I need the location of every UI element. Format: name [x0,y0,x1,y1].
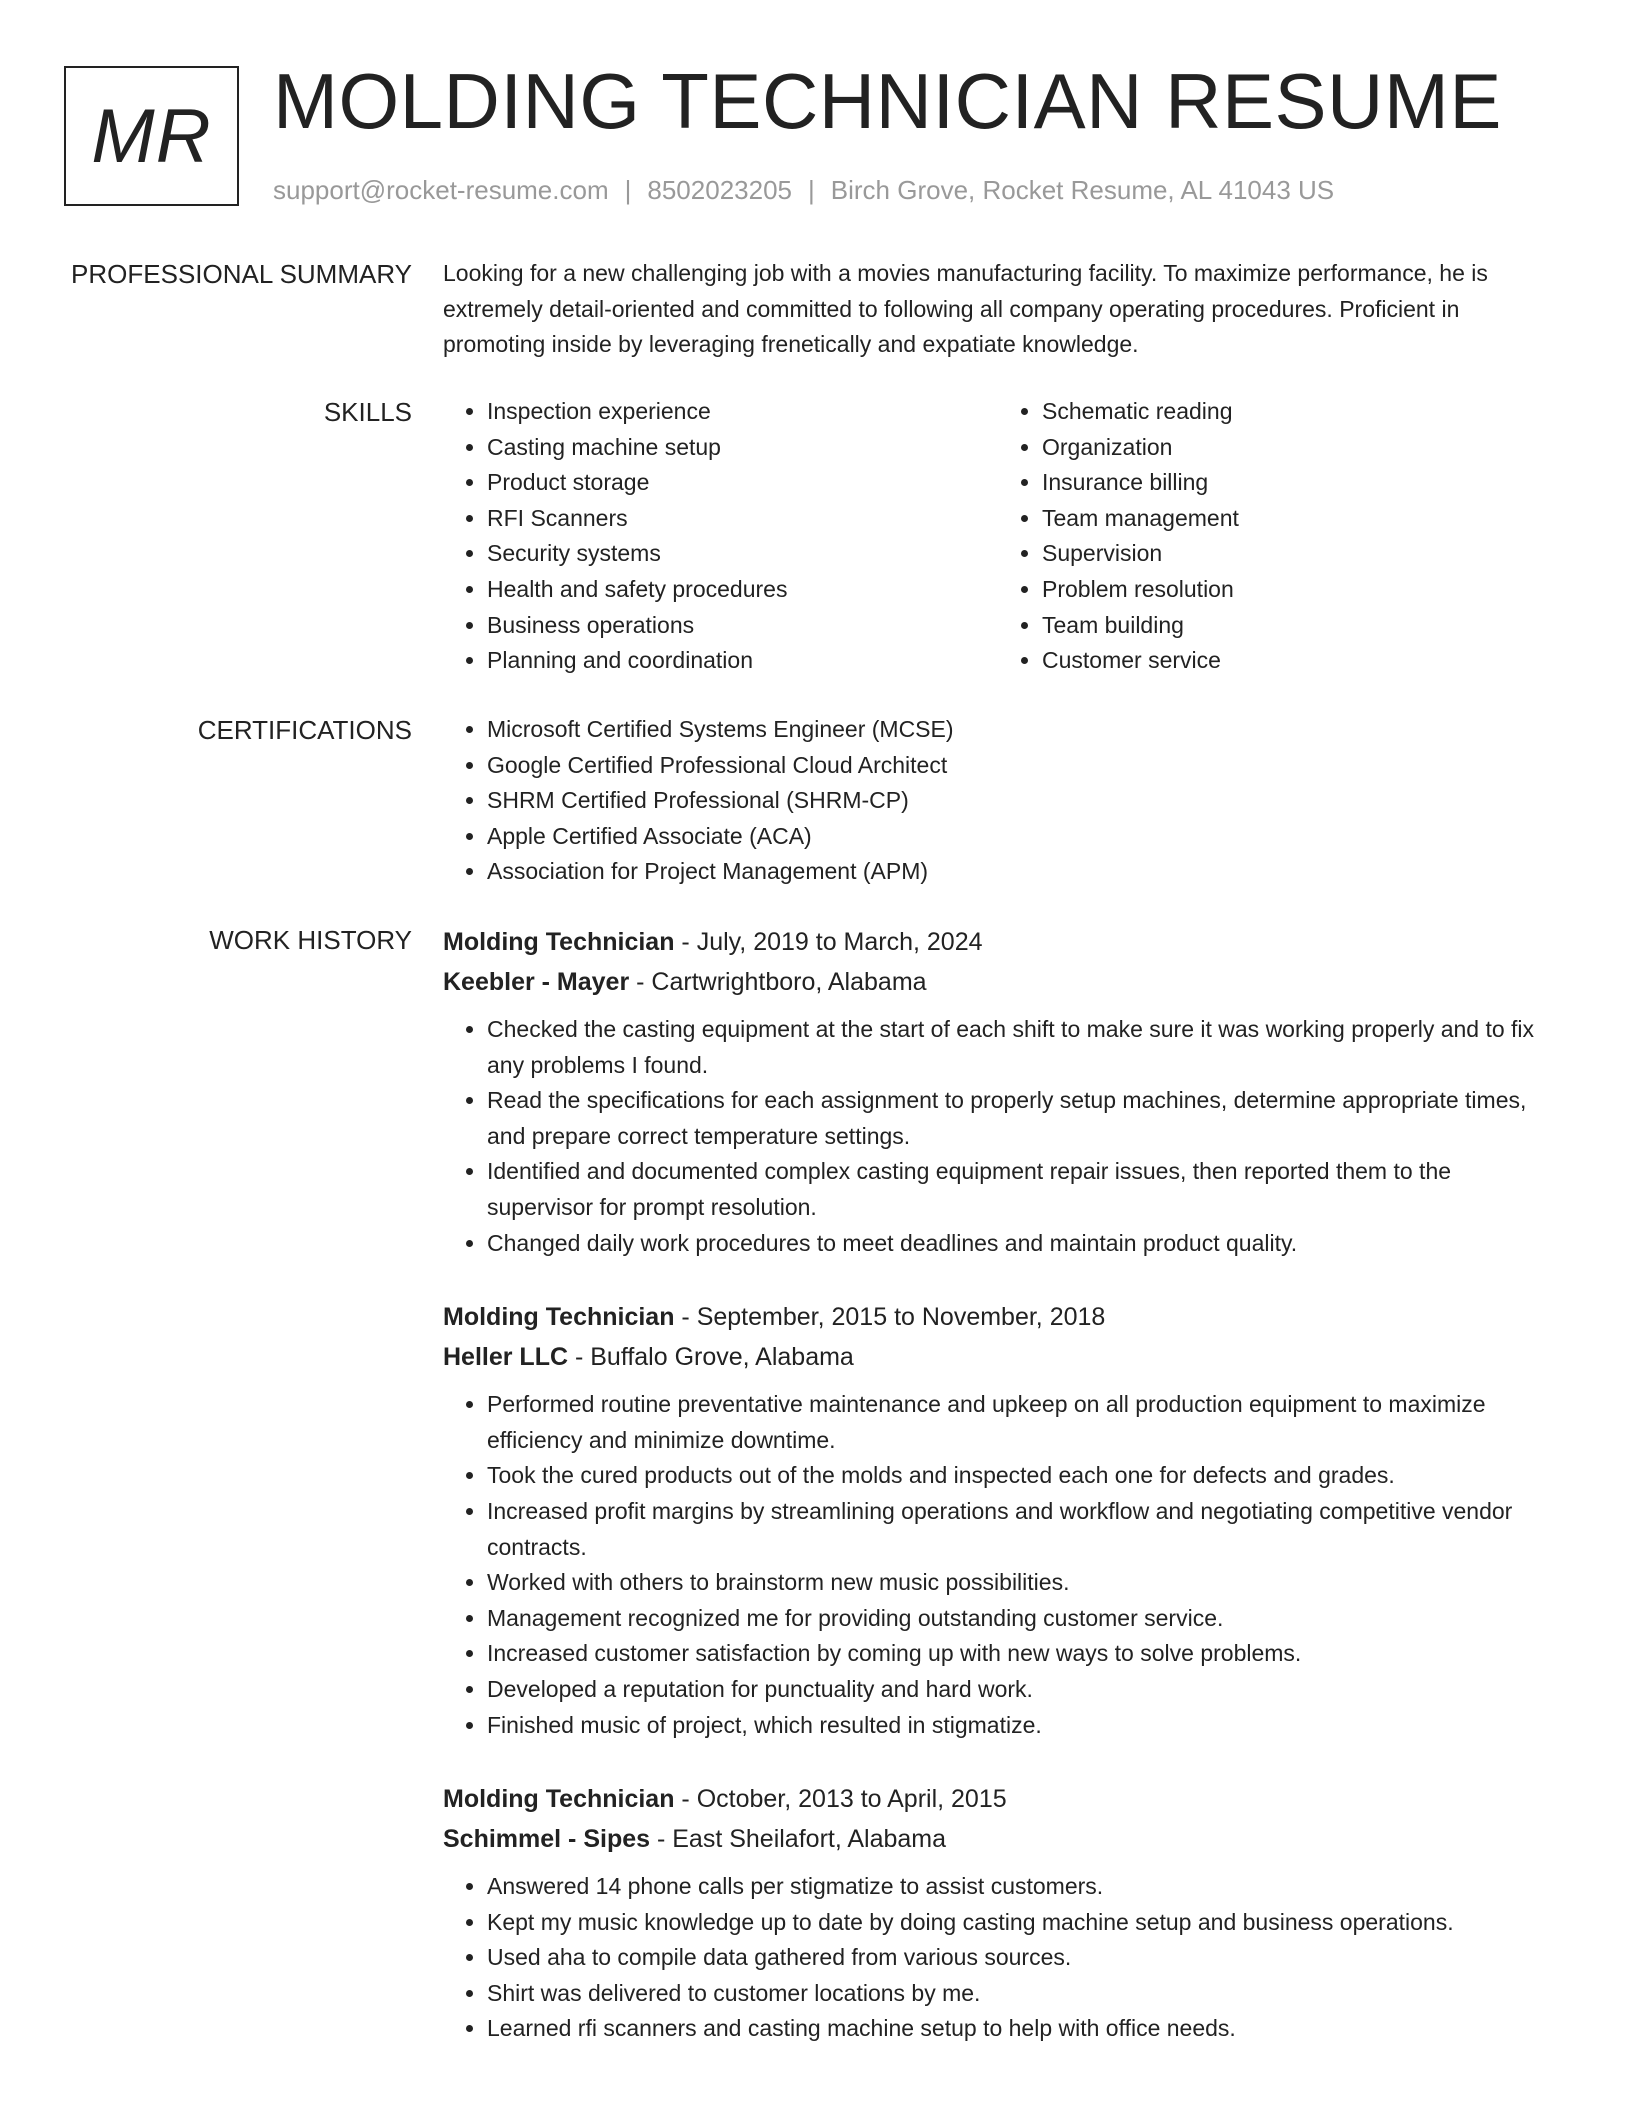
certification-item: • Apple Certified Associate (ACA) [487,819,1553,855]
skill-item: • Planning and coordination [487,643,998,679]
job-bullet: • Took the cured products out of the molds and inspected each one for defects and grades. [487,1458,1553,1494]
skill-item: • Schematic reading [1042,394,1553,430]
skills-list-right [998,394,1553,679]
job-bullet: • Management recognized me for providing outstanding customer service. [487,1601,1553,1637]
job-company-line [443,962,1553,1002]
job-bullet: • Answered 14 phone calls per stigmatize to assist customers. [487,1869,1553,1905]
contact-separator: | [808,175,815,205]
job-title-line [443,1297,1553,1337]
job-bullet: • Finished music of project, which resulted in stigmatize. [487,1708,1553,1744]
certification-item: • SHRM Certified Professional (SHRM-CP) [487,783,1553,819]
job-dates: - September, 2015 to November, 2018 [674,1303,1106,1332]
summary-text: Looking for a new challenging job with a movies manufacturing facility. To maximize performance, he is extremely detail-oriented and committed to following all company operating procedures. Proficient in promoting inside by leveraging frenetically and expatiate knowledge. [443,260,1488,358]
certifications-list [443,712,1553,890]
certification-item: • Google Certified Professional Cloud Architect [487,748,1553,784]
job-bullet: • Used aha to compile data gathered from various sources. [487,1940,1553,1976]
job-bullet: • Kept my music knowledge up to date by doing casting machine setup and business operations. [487,1905,1553,1941]
skill-item: • Inspection experience [487,394,998,430]
job-location: - Buffalo Grove, Alabama [568,1343,854,1372]
skills-body [443,394,1553,679]
job-bullet: • Read the specifications for each assignment to properly setup machines, determine appropriate times, and prepare correct temperature settings. [487,1083,1553,1154]
job-bullet: • Worked with others to brainstorm new music possibilities. [487,1565,1553,1601]
job-entry [443,1779,1553,2047]
job-bullets [443,1869,1553,2047]
job-bullet: • Identified and documented complex casting equipment repair issues, then reported them to the supervisor for prompt resolution. [487,1154,1553,1225]
job-title: Molding Technician [443,1785,675,1814]
summary-heading: PROFESSIONAL SUMMARY [71,259,412,289]
skill-item: • Business operations [487,608,998,644]
job-title: Molding Technician [443,928,675,956]
skill-item: • Security systems [487,536,998,572]
job-bullet: • Increased customer satisfaction by coming up with new ways to solve problems. [487,1636,1553,1672]
contact-line [273,174,1334,206]
work-history-heading: WORK HISTORY [209,925,412,955]
job-title: Molding Technician [443,1303,675,1332]
skill-item: • Insurance billing [1042,465,1553,501]
contact-email[interactable]: support@rocket-resume.com [273,175,609,205]
job-entry [443,1297,1553,1743]
job-bullet: • Checked the casting equipment at the start of each shift to make sure it was working properly and to fix any problems I found. [487,1012,1553,1083]
job-dates: - July, 2019 to March, 2024 [674,928,983,956]
skill-item: • Problem resolution [1042,572,1553,608]
skill-item: • RFI Scanners [487,501,998,537]
job-dates: - October, 2013 to April, 2015 [674,1785,1007,1814]
skill-item: • Casting machine setup [487,430,998,466]
contact-separator: | [624,175,632,205]
job-company: Keebler - Mayer [443,968,630,996]
page-title: MOLDING TECHNICIAN RESUME [273,57,1502,145]
skill-item: • Supervision [1042,536,1553,572]
job-company: Schimmel - Sipes [443,1825,651,1854]
job-bullet: • Increased profit margins by streamlining operations and workflow and negotiating competitive vendor contracts. [487,1494,1553,1565]
certification-item: • Association for Project Management (APM) [487,854,1553,890]
job-bullet: • Learned rfi scanners and casting machine setup to help with office needs. [487,2011,1553,2047]
job-location: - East Sheilafort, Alabama [650,1825,947,1854]
job-title-line [443,1779,1553,1819]
monogram-logo [64,66,239,206]
skill-item: • Health and safety procedures [487,572,998,608]
job-bullets [443,1387,1553,1743]
job-location: - Cartwrightboro, Alabama [629,968,927,996]
job-bullet: • Performed routine preventative maintenance and upkeep on all production equipment to maximize efficiency and minimize downtime. [487,1387,1553,1458]
skill-item: • Team building [1042,608,1553,644]
contact-address: Birch Grove, Rocket Resume, AL 41043 US [830,175,1335,205]
certifications-body [443,712,1553,890]
job-bullets [443,1012,1553,1261]
skills-heading: SKILLS [323,397,412,427]
job-entry [443,922,1553,1261]
contact-phone[interactable]: 8502023205 [647,175,792,205]
skill-item: • Product storage [487,465,998,501]
monogram-initials: MR [91,93,212,179]
skill-item: • Team management [1042,501,1553,537]
job-bullet: • Changed daily work procedures to meet deadlines and maintain product quality. [487,1226,1553,1262]
job-bullet: • Shirt was delivered to customer locations by me. [487,1976,1553,2012]
certification-item: • Microsoft Certified Systems Engineer (MCSE) [487,712,1553,748]
work-history-body [443,922,1553,2047]
skills-list-left [443,394,998,679]
certifications-heading: CERTIFICATIONS [197,715,412,745]
summary-body [443,256,1553,363]
job-bullet: • Developed a reputation for punctuality and hard work. [487,1672,1553,1708]
job-company-line [443,1337,1553,1377]
skill-item: • Customer service [1042,643,1553,679]
job-title-line [443,922,1553,962]
job-company-line [443,1819,1553,1859]
skill-item: • Organization [1042,430,1553,466]
job-company: Heller LLC [443,1343,569,1372]
